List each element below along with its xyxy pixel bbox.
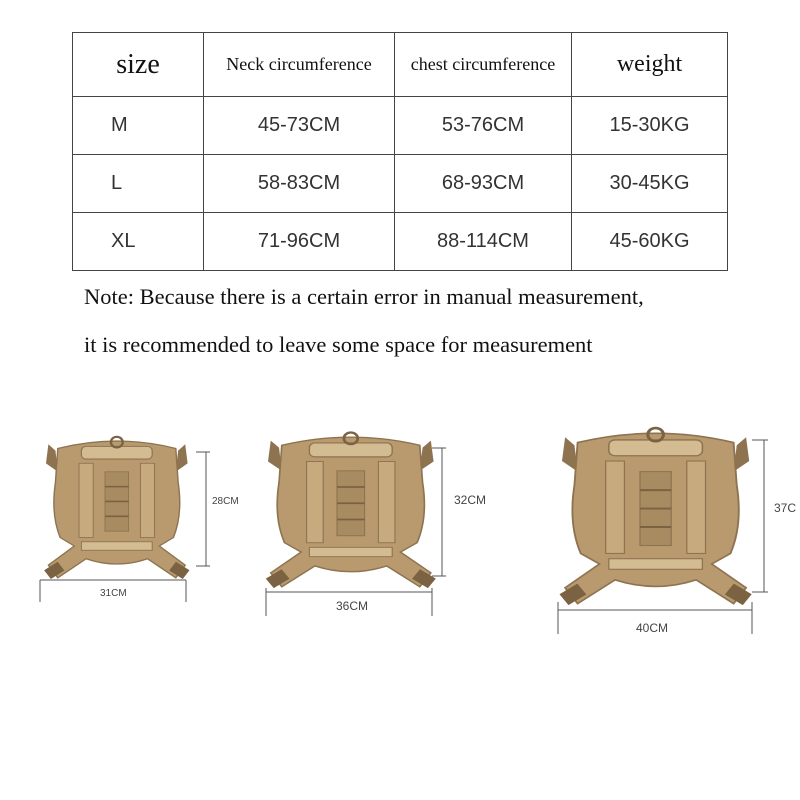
cell-chest: 53-76CM — [395, 97, 572, 155]
cell-weight: 30-45KG — [572, 155, 728, 213]
cell-chest: 88-114CM — [395, 213, 572, 271]
cell-neck: 58-83CM — [204, 155, 395, 213]
table-row — [73, 213, 728, 271]
cell-size: L — [73, 155, 204, 213]
cell-weight: 15-30KG — [572, 97, 728, 155]
harness-diagrams — [0, 420, 800, 660]
table-row — [73, 155, 728, 213]
header-size: size — [73, 33, 204, 97]
harness-large-height-label: 37C — [774, 501, 797, 515]
harness-medium-width-label: 36CM — [336, 599, 369, 613]
harness-medium — [266, 433, 486, 616]
harness-large — [558, 428, 796, 635]
harness-small — [40, 437, 239, 602]
cell-size: XL — [73, 213, 204, 271]
size-chart-table — [72, 32, 728, 271]
table-header-row — [73, 33, 728, 97]
note-line-1: Note: Because there is a certain error in manual measurement, — [84, 284, 644, 309]
header-weight: weight — [572, 33, 728, 97]
cell-size: M — [73, 97, 204, 155]
harness-diagram-svg — [0, 420, 800, 660]
table-row — [73, 97, 728, 155]
harness-medium-height-label: 32CM — [454, 493, 487, 507]
cell-chest: 68-93CM — [395, 155, 572, 213]
harness-large-width-label: 40CM — [636, 621, 669, 635]
harness-small-width-label: 31CM — [100, 588, 127, 599]
cell-weight: 45-60KG — [572, 213, 728, 271]
cell-neck: 71-96CM — [204, 213, 395, 271]
note-line-2: it is recommended to leave some space for measurement — [84, 332, 593, 357]
cell-neck: 45-73CM — [204, 97, 395, 155]
header-chest-circumference: chest circumference — [395, 33, 572, 97]
header-neck-circumference: Neck circumference — [204, 33, 395, 97]
harness-small-height-label: 28CM — [212, 496, 239, 507]
